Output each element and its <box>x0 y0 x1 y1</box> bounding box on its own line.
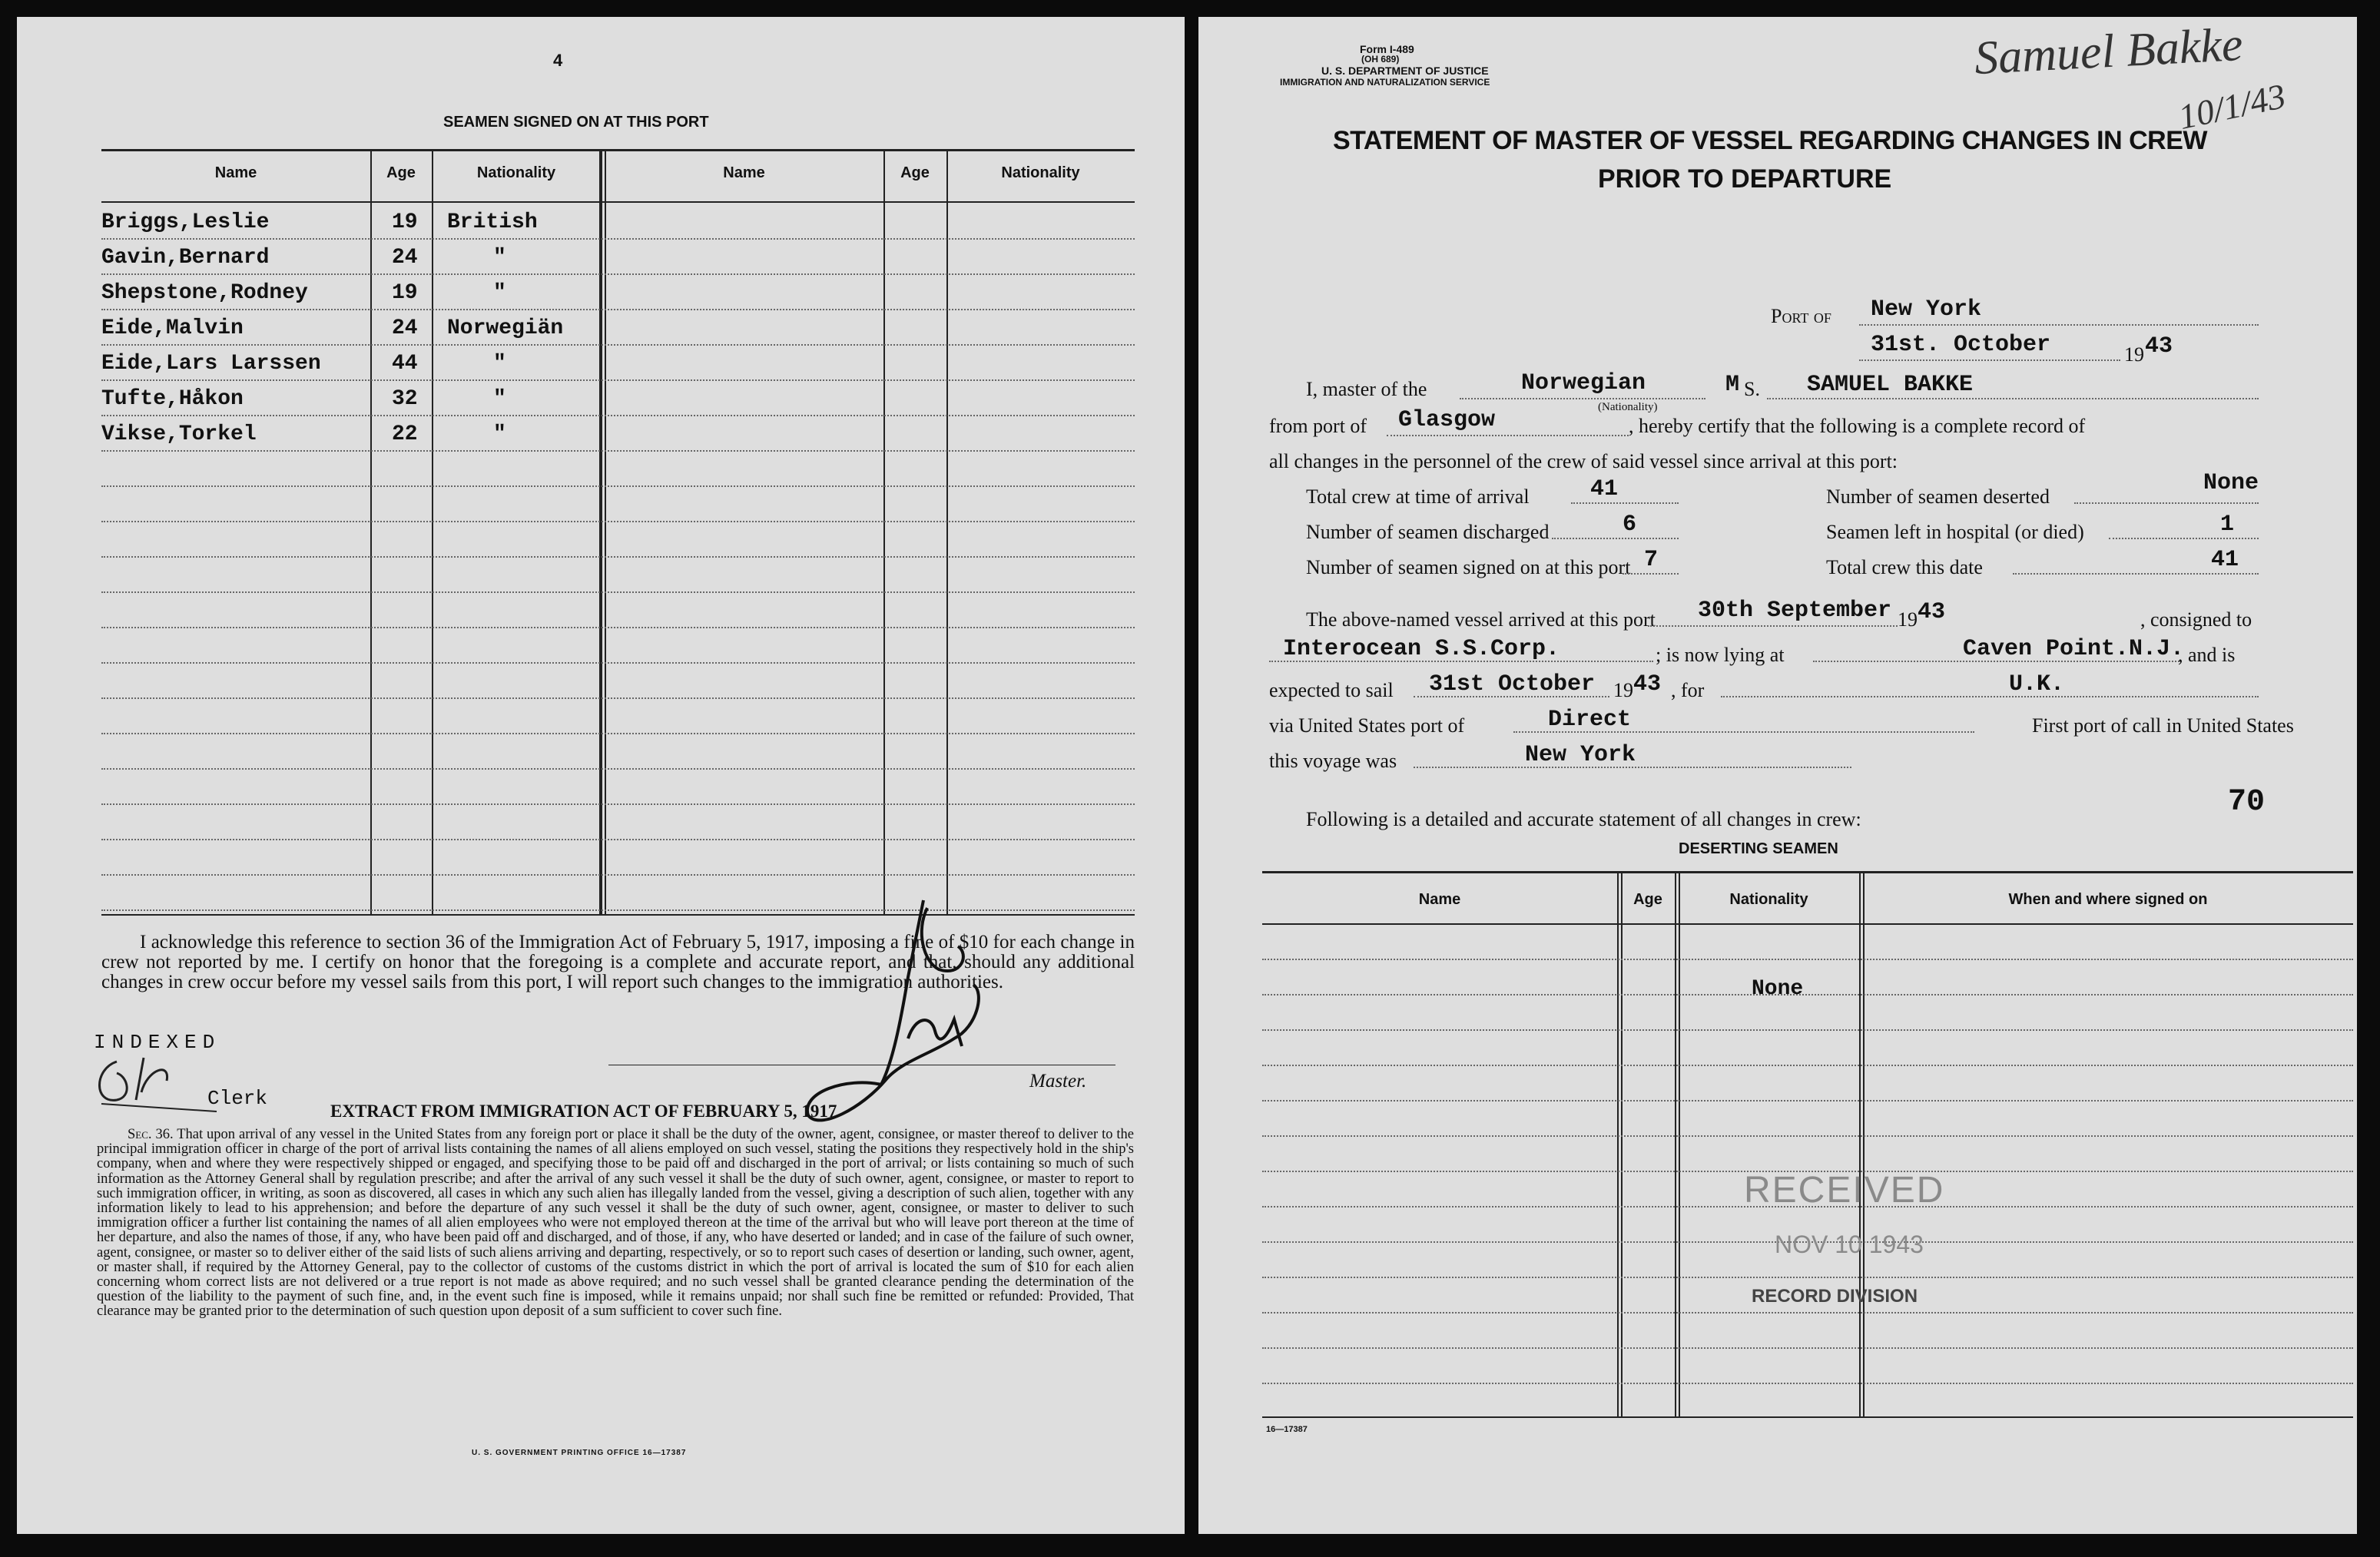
port-value: New York <box>1871 296 1982 323</box>
deserting-none: None <box>1752 977 1804 1001</box>
table-row-line <box>101 273 1135 275</box>
hospital-line <box>2109 538 2259 539</box>
crew-nationality: " <box>493 352 506 376</box>
deserting-col-divider <box>1621 871 1623 1416</box>
crew-name: Eide,Lars Larssen <box>101 352 321 376</box>
table-row-line <box>101 733 1135 734</box>
indexed-stamp: INDEXED <box>94 1031 221 1054</box>
table-row-line <box>101 768 1135 770</box>
extract-text <box>97 1128 1134 1320</box>
deserting-row-line <box>1262 1065 2353 1066</box>
deserting-col-divider <box>1617 871 1619 1416</box>
deserting-row-line <box>1262 1100 2353 1101</box>
via-label: via United States port of <box>1269 714 1465 737</box>
signed-on-label: Number of seamen signed on at this port <box>1306 556 1631 578</box>
col-header-name-2: Name <box>723 164 765 181</box>
table-row-line <box>101 627 1135 628</box>
via-port-line <box>1513 731 1974 733</box>
crew-age: 22 <box>392 422 418 446</box>
discharged-value: 6 <box>1623 512 1637 538</box>
total-crew-arrival-value: 41 <box>1590 476 1619 502</box>
lying-at-value: Caven Point.N.J. <box>1963 636 2185 662</box>
acknowledgement-text: I acknowledge this reference to section 36 of the Immigration Act of February 5, 1917, imposing a fine of $10 for each change in crew not reported by me. I certify on honor that the foregoing is a complete and accurate report, and that, should any additional changes in crew occur before my vessel sails from this port, I will report such changes to the immigration authorities. <box>101 932 1135 992</box>
total-crew-date-value: 41 <box>2211 547 2239 573</box>
sail-date-value: 31st October <box>1429 671 1596 697</box>
consignee-value: Interocean S.S.Corp. <box>1283 636 1560 662</box>
deserting-row-line <box>1262 1277 2353 1278</box>
received-stamp: RECEIVED <box>1744 1170 1945 1211</box>
crew-name: Tufte,Håkon <box>101 387 244 411</box>
port-label: Port of <box>1771 305 1831 327</box>
crew-name: Eide,Malvin <box>101 316 244 340</box>
form-number: Form I-489 <box>1360 43 1414 55</box>
crew-age: 24 <box>392 316 418 340</box>
crew-nationality: British <box>447 210 538 234</box>
deserting-col-divider <box>1675 871 1676 1416</box>
deserting-col-divider <box>1863 871 1865 1416</box>
col-divider <box>605 149 606 914</box>
col-divider <box>599 149 602 914</box>
col-divider <box>432 149 433 914</box>
table-row-line <box>101 874 1135 876</box>
lying-label: ; is now lying at <box>1656 644 1785 666</box>
clerk-initials <box>86 1046 224 1115</box>
all-changes-text: all changes in the personnel of the crew of said vessel since arrival at this port: <box>1269 450 1898 472</box>
received-stamp-date: NOV 10 1943 <box>1775 1231 1924 1258</box>
deserting-row-line <box>1262 994 2353 995</box>
crew-age: 24 <box>392 246 418 270</box>
deserting-row-line <box>1262 959 2353 960</box>
for-label: , for <box>1671 679 1705 701</box>
table-row-line <box>101 591 1135 593</box>
form-code: 16—17387 <box>1266 1425 1308 1434</box>
table-top-rule <box>101 149 1135 151</box>
vessel-type-s: S. <box>1744 378 1760 400</box>
table-row-line <box>101 697 1135 699</box>
service: IMMIGRATION AND NATURALIZATION SERVICE <box>1280 77 1490 88</box>
sail-year: 43 <box>1633 671 1662 697</box>
crew-age: 44 <box>392 352 418 376</box>
discharged-label: Number of seamen discharged <box>1306 521 1550 543</box>
hospital-value: 1 <box>2220 512 2235 538</box>
from-port-label: from port of <box>1269 415 1367 437</box>
deserting-row-line <box>1262 1135 2353 1137</box>
total-crew-date-label: Total crew this date <box>1826 556 1983 578</box>
table-row-line <box>101 309 1135 310</box>
consigned-label: , consigned to <box>2140 608 2252 631</box>
deserting-col-age: Age <box>1633 891 1662 908</box>
table-row-line <box>101 521 1135 522</box>
date-value: 31st. October <box>1871 332 2051 358</box>
nationality-value: Norwegian <box>1521 370 1646 396</box>
col-divider <box>883 149 885 914</box>
page-number: 4 <box>553 51 563 70</box>
year-prefix: 19 <box>2124 343 2144 366</box>
first-port-line <box>1414 767 1851 768</box>
col-divider <box>370 149 372 914</box>
deserting-row-line <box>1262 1383 2353 1384</box>
left-page <box>17 17 1185 1534</box>
col-header-age: Age <box>386 164 416 181</box>
table-row-line <box>101 450 1135 452</box>
crew-age: 19 <box>392 210 418 234</box>
deserting-title: DESERTING SEAMEN <box>1679 840 1838 857</box>
deserting-col-divider <box>1859 871 1861 1416</box>
table-row-line <box>101 662 1135 664</box>
arrived-year-prefix: 19 <box>1898 608 1918 631</box>
first-port-label: First port of call in United States <box>2032 714 2294 737</box>
crew-nationality: Norwegiän <box>447 316 564 340</box>
master-label: Master. <box>1029 1071 1087 1092</box>
crew-name: Briggs,Leslie <box>101 210 270 234</box>
hospital-label: Seamen left in hospital (or died) <box>1826 521 2084 543</box>
signed-on-line <box>1623 573 1679 575</box>
deserting-table-bottom <box>1262 1416 2353 1418</box>
lying-at-line <box>1813 661 2182 662</box>
nationality-line <box>1460 398 1705 399</box>
printer-line: U. S. GOVERNMENT PRINTING OFFICE 16—17387 <box>472 1449 687 1457</box>
table-row-line <box>101 556 1135 558</box>
table-header-rule <box>101 201 1135 203</box>
vessel-name: SAMUEL BAKKE <box>1807 372 1974 398</box>
crew-name: Gavin,Bernard <box>101 246 270 270</box>
form-number-alt: (OH 689) <box>1361 54 1400 65</box>
port-line <box>1859 324 2259 326</box>
expected-label: expected to sail <box>1269 679 1394 701</box>
extract-title: EXTRACT FROM IMMIGRATION ACT OF FEBRUARY 5, 1917 <box>330 1101 837 1121</box>
handwritten-note: Samuel Bakke <box>1973 18 2244 85</box>
deserting-table-header-rule <box>1262 923 2353 925</box>
col-header-age-2: Age <box>900 164 930 181</box>
destination-value: U.K. <box>2009 671 2065 697</box>
col-header-name: Name <box>214 164 257 181</box>
deserted-label: Number of seamen deserted <box>1826 485 2050 508</box>
deserting-col-name: Name <box>1418 891 1461 908</box>
col-header-nationality: Nationality <box>476 164 556 181</box>
sec-label: Sec. 36. <box>128 1127 174 1142</box>
section-title: SEAMEN SIGNED ON AT THIS PORT <box>443 114 709 131</box>
department: U. S. DEPARTMENT OF JUSTICE <box>1321 65 1489 77</box>
crew-name: Shepstone,Rodney <box>101 281 308 305</box>
nationality-caption: (Nationality) <box>1598 401 1658 413</box>
crew-age: 32 <box>392 387 418 411</box>
sail-date-line <box>1414 696 1609 697</box>
total-crew-date-line <box>2013 573 2259 575</box>
via-port-value: Direct <box>1548 707 1632 733</box>
handwritten-date: 10/1/43 <box>2175 75 2289 137</box>
table-row-line <box>101 839 1135 840</box>
number-70: 70 <box>2228 785 2266 820</box>
deserted-value: None <box>2203 470 2259 496</box>
total-crew-arrival-label: Total crew at time of arrival <box>1306 485 1530 508</box>
crew-age: 19 <box>392 281 418 305</box>
table-row-line <box>101 238 1135 240</box>
crew-nationality: " <box>493 281 506 305</box>
crew-nationality: " <box>493 422 506 446</box>
deserting-row-line <box>1262 1029 2353 1031</box>
table-row-line <box>101 415 1135 416</box>
arrived-line <box>1648 625 1898 627</box>
discharged-line <box>1552 538 1679 539</box>
first-port-value: New York <box>1525 742 1636 768</box>
destination-line <box>1721 696 2259 697</box>
table-row-line <box>101 344 1135 346</box>
arrived-year: 43 <box>1918 599 1946 625</box>
extract-body: That upon arrival of any vessel in the United States from any foreign port or place it shall be the duty of the owner, agent, consignee, or master thereof to deliver to the principal immigration officer in charge of the port of arrival lists containing the names of all aliens employed on such vessel, stating the positions they respectively hold in the ship's company, when and where they were respectively shipped or engaged, and specifying those to be paid off and discharged in the port of arrival; or lists containing so much of such information as the Attorney General shall by regulation prescribe; and after the arrival of any such vessel it shall be the duty of such owner, agent, consignee, or master to report to such immigration officer, in writing, as soon as discovered, all cases in which any such alien has illegally landed from the vessel, giving a description of such alien, together with any information likely to lead to his apprehension; and before the departure of any such vessel it shall be the duty of such owner, agent, consignee, or master to deliver to such immigration officer a further list containing the names of all alien employees who were not employed thereon at the time of the arrival but who will leave port thereon at the time of her departure, and also the names of those, if any, who have been paid off and discharged, and of those, if any, who have deserted or landed; and in case of the failure of such owner, agent, consignee, or master so to deliver either of the said lists of such aliens arriving and departing, respectively, or so to report such cases of desertion or landing, such owner, agent, or master shall, if required by the Attorney General, pay to the collector of customs of the customs district in which the port of arrival is located the sum of $10 for each alien concerning whom correct lists are not delivered or a true report is not made as above required; and no such vessel shall be granted clearance pending the determination of the question of the liability to the payment of such fine, and, in the event such fine is imposed, while it remains unpaid; nor shall such fine be remitted or refunded: Provided, That clearance may be granted prior to the determination of such question upon deposit of a sum sufficient to cover such fine. <box>97 1127 1134 1320</box>
from-port-value: Glasgow <box>1398 407 1496 433</box>
form-title-line1: STATEMENT OF MASTER OF VESSEL REGARDING CHANGES IN CREW <box>1333 126 2207 155</box>
year-suffix: 43 <box>2145 333 2173 359</box>
vessel-line <box>1767 398 2259 399</box>
vessel-type: M <box>1725 372 1740 398</box>
form-title-line2: PRIOR TO DEPARTURE <box>1598 164 1892 194</box>
deserted-line <box>2074 502 2259 504</box>
master-signature <box>785 885 1016 1138</box>
table-row-line <box>101 803 1135 805</box>
deserting-table-top <box>1262 871 2353 873</box>
crew-nationality: " <box>493 246 506 270</box>
table-row-line <box>101 379 1135 381</box>
clerk-label: Clerk <box>207 1087 268 1110</box>
deserting-row-line <box>1262 1347 2353 1349</box>
crew-name: Vikse,Torkel <box>101 422 257 446</box>
col-divider <box>946 149 948 914</box>
deserting-col-divider <box>1679 871 1680 1416</box>
record-division-stamp: RECORD DIVISION <box>1752 1286 1918 1307</box>
this-voyage-label: this voyage was <box>1269 750 1397 772</box>
right-page <box>1198 17 2357 1534</box>
deserting-col-when-where: When and where signed on <box>2008 891 2208 908</box>
signed-on-value: 7 <box>1644 547 1659 573</box>
crew-nationality: " <box>493 387 506 411</box>
date-line <box>1859 359 2120 361</box>
total-crew-arrival-line <box>1571 502 1679 504</box>
following-text: Following is a detailed and accurate statement of all changes in crew: <box>1306 808 1861 830</box>
and-is-label: , and is <box>2178 644 2236 666</box>
table-row-line <box>101 485 1135 487</box>
col-header-nationality-2: Nationality <box>1001 164 1080 181</box>
deserting-col-nationality: Nationality <box>1729 891 1808 908</box>
arrived-date: 30th September <box>1698 598 1892 624</box>
sail-year-prefix: 19 <box>1613 679 1633 701</box>
deserting-row-line <box>1262 1312 2353 1314</box>
master-of-label: I, master of the <box>1306 378 1427 400</box>
certify-text: , hereby certify that the following is a complete record of <box>1629 415 2086 437</box>
arrived-label: The above-named vessel arrived at this port <box>1306 608 1656 631</box>
from-port-line <box>1387 435 1629 436</box>
consignee-line <box>1269 661 1653 662</box>
